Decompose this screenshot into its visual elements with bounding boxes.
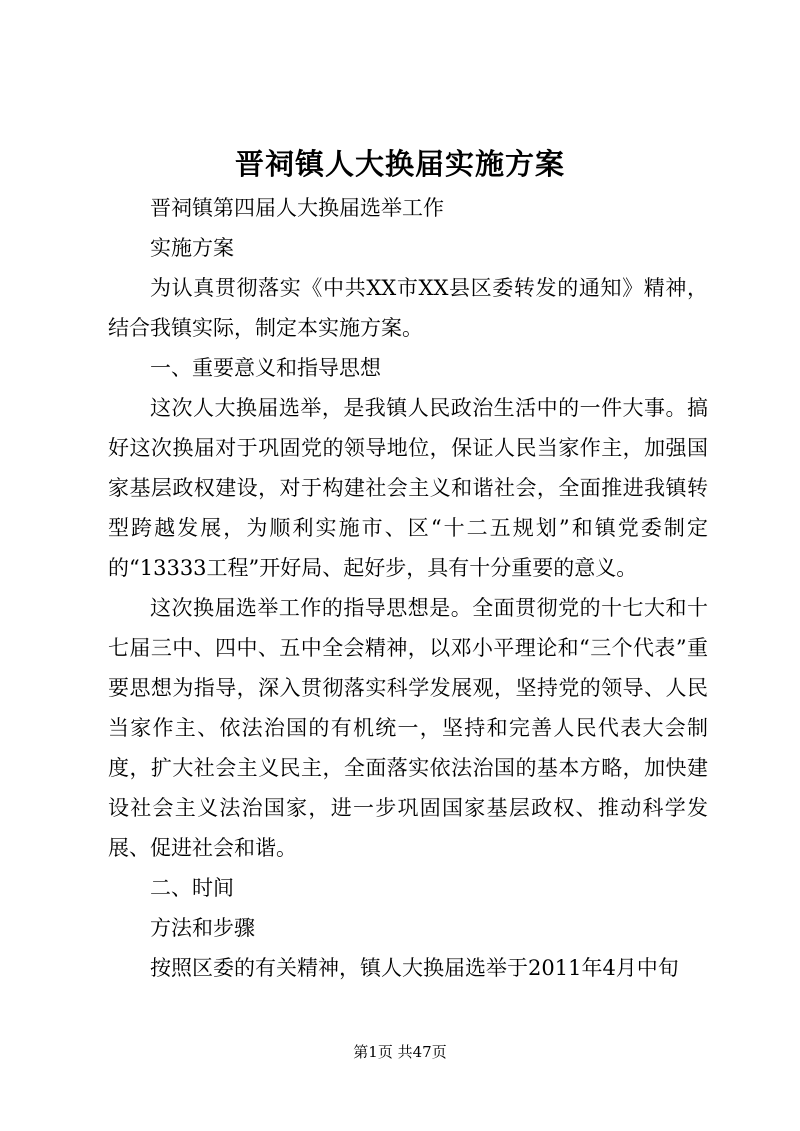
body-paragraph: 这次换届选举工作的指导思想是。全面贯彻党的十七大和十七届三中、四中、五中全会精神，以邓小平理论和“三个代表”重要思想为指导，深入贯彻落实科学发展观，坚持党的领导、人民当家作主、依法治国的有机统一，坚持和完善人民代表大会制度，扩大社会主义民主，全面落实依法治国的基本方略，加快建设社会主义法治国家，进一步巩固国家基层政权、推动科学发展、促进社会和谐。 [108, 596, 708, 860]
body-paragraph: 这次人大换届选举，是我镇人民政治生活中的一件大事。搞好这次换届对于巩固党的领导地位，保证人民当家作主，加强国家基层政权建设，对于构建社会主义和谐社会，全面推进我镇转型跨越发展，为顺利实施市、区“十二五规划”和镇党委制定的“13333工程”开好局、起好步，具有十分重要的意义。 [108, 396, 708, 580]
subtitle-line: 实施方案 [150, 236, 234, 260]
document-title: 晋祠镇人大换届实施方案 [234, 147, 565, 181]
subtitle-line: 晋祠镇第四届人大换届选举工作 [150, 196, 444, 220]
section-subheading: 方法和步骤 [150, 916, 255, 940]
page-footer: 第1页 共47页 [353, 1043, 447, 1061]
intro-paragraph: 为认真贯彻落实《中共XX市XX县区委转发的通知》精神，结合我镇实际，制定本实施方案。 [108, 276, 708, 340]
document-body [108, 188, 708, 988]
section-heading: 二、时间 [150, 876, 234, 900]
body-paragraph: 按照区委的有关精神，镇人大换届选举于2011年4月中旬 [150, 956, 679, 980]
section-heading: 一、重要意义和指导思想 [150, 356, 381, 380]
